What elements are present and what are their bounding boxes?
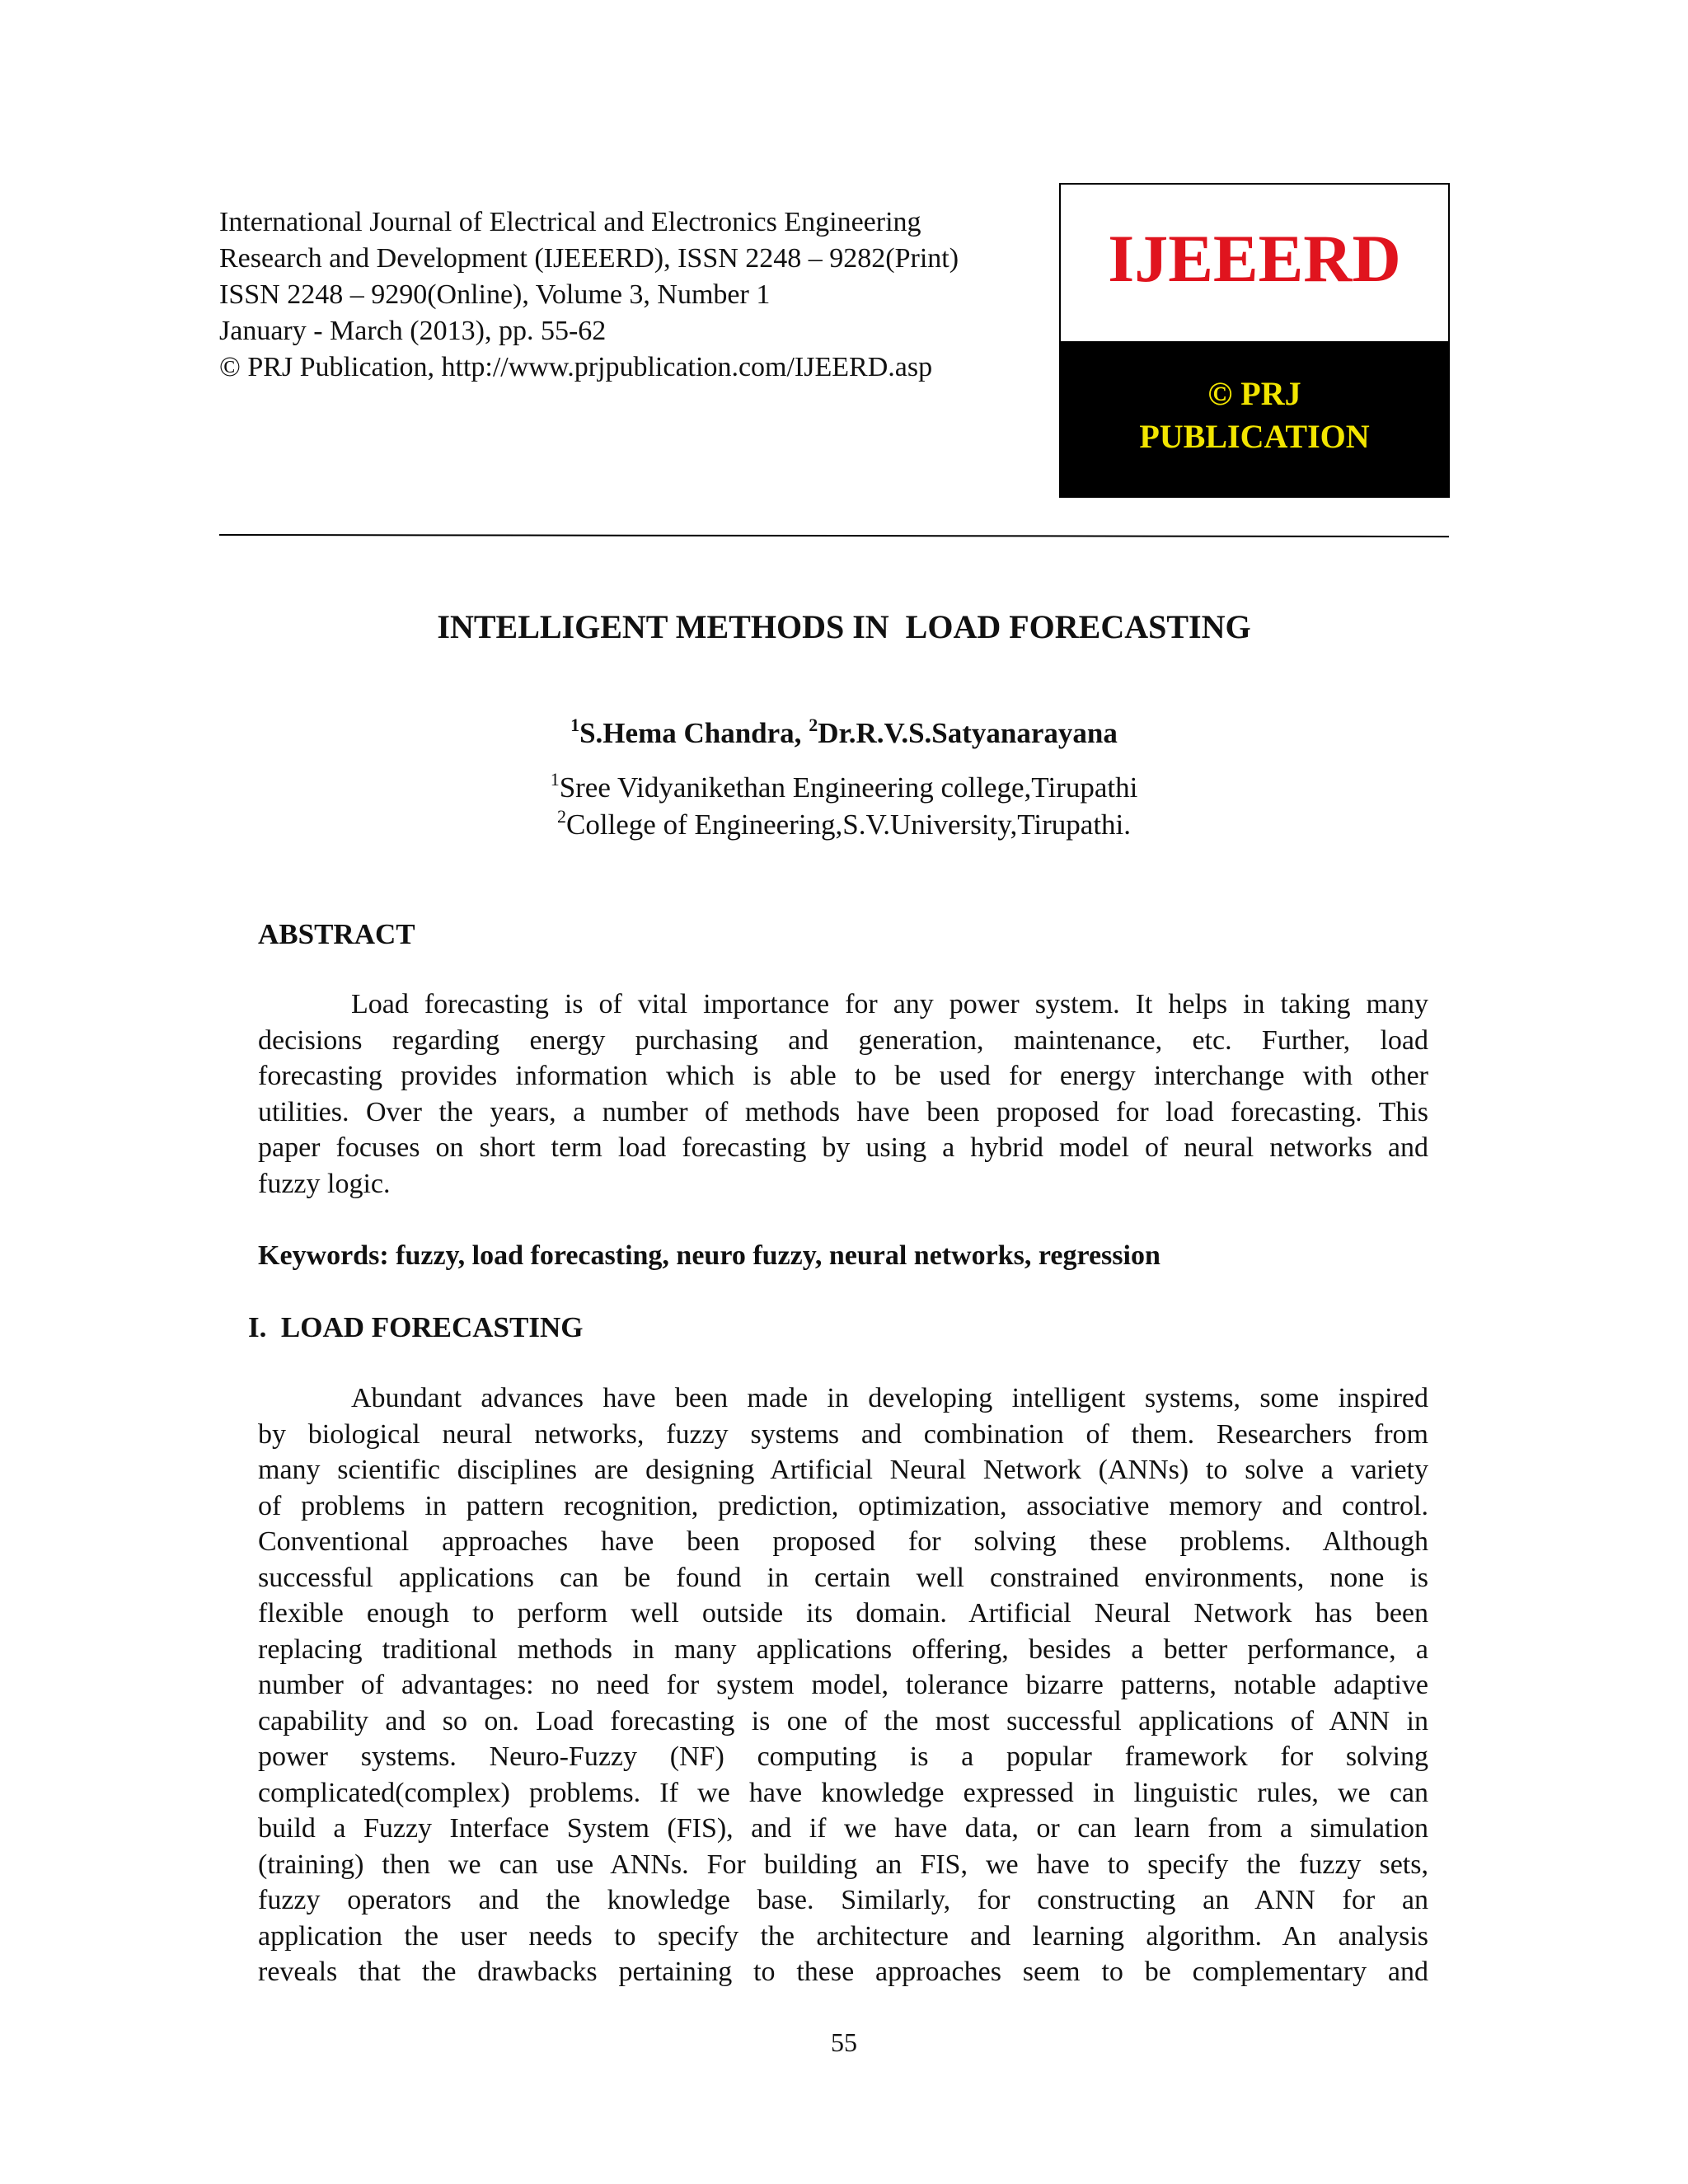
body-line: application the user needs to specify the architecture and learning algorithm. An analysis bbox=[258, 1920, 1428, 1952]
section-heading: I. LOAD FORECASTING bbox=[248, 1311, 584, 1343]
page-number: 55 bbox=[831, 2027, 857, 2057]
journal-info-line: International Journal of Electrical and Electronics Engineering bbox=[219, 207, 921, 237]
body-line: replacing traditional methods in many applications offering, besides a better performance, a bbox=[258, 1633, 1428, 1665]
journal-info-line: January - March (2013), pp. 55-62 bbox=[219, 316, 607, 346]
affiliation bbox=[0, 770, 1688, 806]
affiliation-marker: 1 bbox=[550, 769, 560, 790]
body-line: Conventional approaches have been proposed for solving these problems. Although bbox=[258, 1526, 1428, 1557]
body-line: Abundant advances have been made in developing intelligent systems, some inspired bbox=[351, 1383, 1428, 1413]
body-line: successful applications can be found in certain well constrained environments, none is bbox=[258, 1562, 1428, 1593]
body-line: by biological neural networks, fuzzy systems and combination of them. Researchers from bbox=[258, 1418, 1428, 1450]
journal-info-line: ISSN 2248 – 9290(Online), Volume 3, Number 1 bbox=[219, 279, 771, 310]
affiliation-text: Sree Vidyanikethan Engineering college,Tirupathi bbox=[559, 771, 1138, 804]
affiliation-marker: 2 bbox=[556, 806, 566, 827]
body-line: build a Fuzzy Interface System (FIS), and if we have data, or can learn from a simulation bbox=[258, 1813, 1428, 1844]
logo-title: IJEEERD bbox=[1108, 221, 1401, 296]
abstract-heading: ABSTRACT bbox=[258, 918, 415, 950]
author-line bbox=[0, 715, 1688, 752]
affiliation bbox=[0, 807, 1688, 843]
author-name: Dr.R.V.S.Satyanarayana bbox=[818, 717, 1118, 749]
logo-publisher-band bbox=[1061, 341, 1448, 496]
abstract-line: decisions regarding energy purchasing and generation, maintenance, etc. Further, load bbox=[258, 1024, 1428, 1056]
body-line: reveals that the drawbacks pertaining to these approaches seem to be complementary and bbox=[258, 1957, 1428, 1987]
paper-title: INTELLIGENT METHODS IN LOAD FORECASTING bbox=[437, 608, 1251, 645]
journal-info-line: Research and Development (IJEEERD), ISSN 2248 – 9282(Print) bbox=[219, 243, 959, 274]
affiliation-text: College of Engineering,S.V.University,Tirupathi. bbox=[565, 808, 1132, 841]
body-line: (training) then we can use ANNs. For building an FIS, we have to specify the fuzzy sets, bbox=[258, 1849, 1428, 1880]
abstract-line: forecasting provides information which is able to be used for energy interchange with other bbox=[258, 1061, 1428, 1091]
journal-info bbox=[219, 204, 1052, 386]
abstract-line: paper focuses on short term load forecasting by using a hybrid model of neural networks and bbox=[258, 1132, 1428, 1163]
body-line: complicated(complex) problems. If we have knowledge expressed in linguistic rules, we can bbox=[258, 1777, 1428, 1808]
body-line: fuzzy operators and the knowledge base. Similarly, for constructing an ANN for an bbox=[258, 1885, 1428, 1915]
header-divider bbox=[219, 534, 1449, 537]
abstract-body bbox=[258, 987, 1428, 1202]
author-marker: 2 bbox=[809, 715, 818, 735]
logo-publisher-text bbox=[1061, 373, 1448, 458]
body-line: number of advantages: no need for system model, tolerance bizarre patterns, notable adaptive bbox=[258, 1670, 1428, 1700]
keywords: Keywords: fuzzy, load forecasting, neuro fuzzy, neural networks, regression bbox=[258, 1240, 1160, 1271]
journal-logo bbox=[1059, 183, 1450, 498]
logo-publisher-line: PUBLICATION bbox=[1139, 418, 1370, 455]
body-line: capability and so on. Load forecasting is one of the most successful applications of ANN in bbox=[258, 1705, 1428, 1736]
author-marker: 1 bbox=[570, 715, 580, 735]
section-body bbox=[258, 1380, 1428, 1990]
body-line: power systems. Neuro-Fuzzy (NF) computing is a popular framework for solving bbox=[258, 1741, 1428, 1772]
abstract-line: fuzzy logic. bbox=[258, 1168, 391, 1199]
body-line: flexible enough to perform well outside its domain. Artificial Neural Network has been bbox=[258, 1598, 1428, 1629]
abstract-line: Load forecasting is of vital importance for any power system. It helps in taking many bbox=[351, 989, 1428, 1019]
abstract-line: utilities. Over the years, a number of methods have been proposed for load forecasting. This bbox=[258, 1096, 1428, 1127]
logo-publisher-line: © PRJ bbox=[1207, 375, 1301, 412]
journal-info-line: © PRJ Publication, http://www.prjpublication.com/IJEERD.asp bbox=[219, 352, 933, 382]
body-line: of problems in pattern recognition, prediction, optimization, associative memory and control. bbox=[258, 1490, 1428, 1521]
body-line: many scientific disciplines are designing Artificial Neural Network (ANNs) to solve a variety bbox=[258, 1455, 1428, 1485]
author-name: S.Hema Chandra, bbox=[579, 717, 809, 749]
